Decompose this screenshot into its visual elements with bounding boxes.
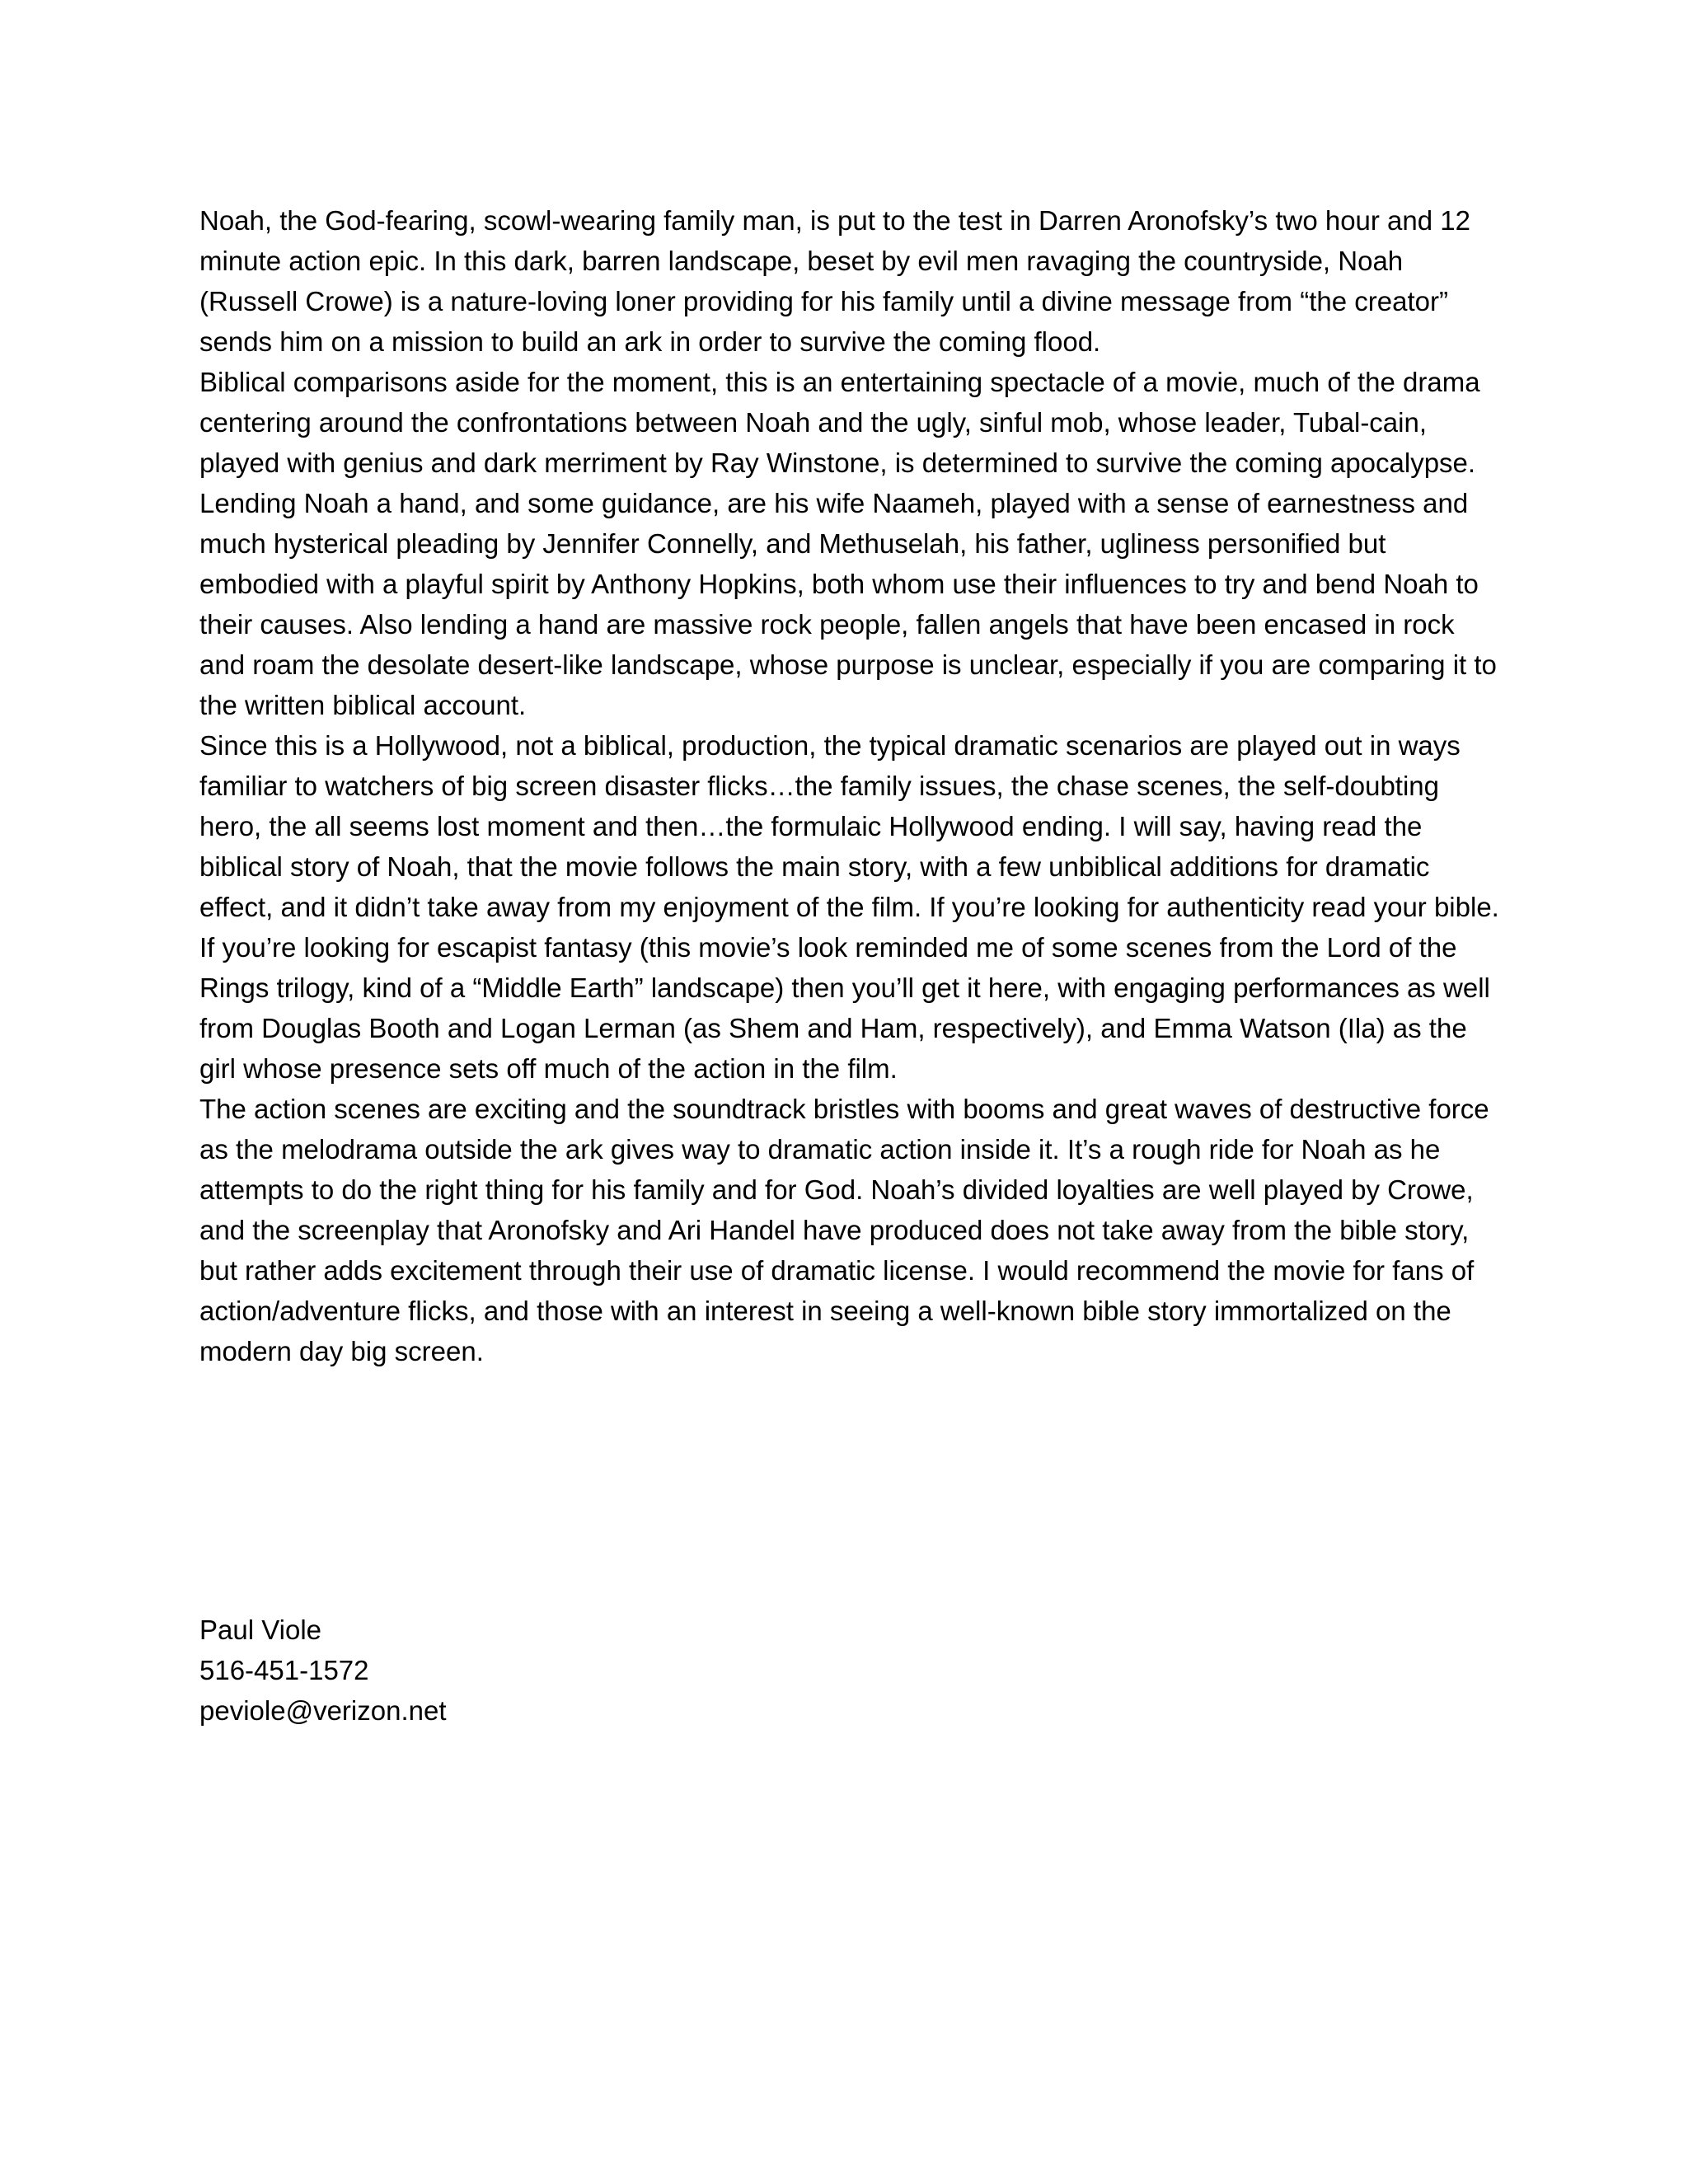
review-paragraph-2: Biblical comparisons aside for the moment, this is an entertaining spectacle of a movie, much of the drama centering around the confrontations between Noah and the ugly, sinful mob, whose leader, Tubal-cain, played with genius and dark merriment by Ray Winstone, is determined to survive the coming apocalypse. <box>199 367 1480 478</box>
author-signature <box>199 1610 1024 1731</box>
review-paragraph-1: Noah, the God-fearing, scowl-wearing family man, is put to the test in Darren Aronofsky’s two hour and 12 minute action epic. In this dark, barren landscape, beset by evil men ravaging the countryside, Noah (Russell Crowe) is a nature-loving loner providing for his family until a divine message from “the creator” sends him on a mission to build an ark in order to survive the coming flood. <box>199 205 1470 357</box>
review-paragraph-4: Since this is a Hollywood, not a biblical, production, the typical dramatic scenarios are played out in ways familiar to watchers of big screen disaster flicks…the family issues, the chase scenes, the self-doubting hero, the all seems lost moment and then…the formulaic Hollywood ending. I will say, having read the biblical story of Noah, that the movie follows the main story, with a few unbiblical additions for dramatic effect, and it didn’t take away from my enjoyment of the film. If you’re looking for authenticity read your bible. If you’re looking for escapist fantasy (this movie’s look reminded me of some scenes from the Lord of the Rings trilogy, kind of a “Middle Earth” landscape) then you’ll get it here, with engaging performances as well from Douglas Booth and Logan Lerman (as Shem and Ham, respectively), and Emma Watson (Ila) as the girl whose presence sets off much of the action in the film. <box>199 730 1499 1084</box>
author-email: peviole@verizon.net <box>199 1695 447 1726</box>
review-body <box>199 200 1502 1371</box>
author-phone: 516-451-1572 <box>199 1655 369 1685</box>
author-name: Paul Viole <box>199 1615 322 1645</box>
review-paragraph-5: The action scenes are exciting and the soundtrack bristles with booms and great waves of destructive force as the melodrama outside the ark gives way to dramatic action inside it. It’s a rough ride for Noah as he attempts to do the right thing for his family and for God. Noah’s divided loyalties are well played by Crowe, and the screenplay that Aronofsky and Ari Handel have produced does not take away from the bible story, but rather adds excitement through their use of dramatic license. I would recommend the movie for fans of action/adventure flicks, and those with an interest in seeing a well-known bible story immortalized on the modern day big screen. <box>199 1094 1489 1366</box>
review-paragraph-3: Lending Noah a hand, and some guidance, are his wife Naameh, played with a sense of earnestness and much hysterical pleading by Jennifer Connelly, and Methuselah, his father, ugliness personified but embodied with a playful spirit by Anthony Hopkins, both whom use their influences to try and bend Noah to their causes. Also lending a hand are massive rock people, fallen angels that have been encased in rock and roam the desolate desert-like landscape, whose purpose is unclear, especially if you are comparing it to the written biblical account. <box>199 488 1497 720</box>
